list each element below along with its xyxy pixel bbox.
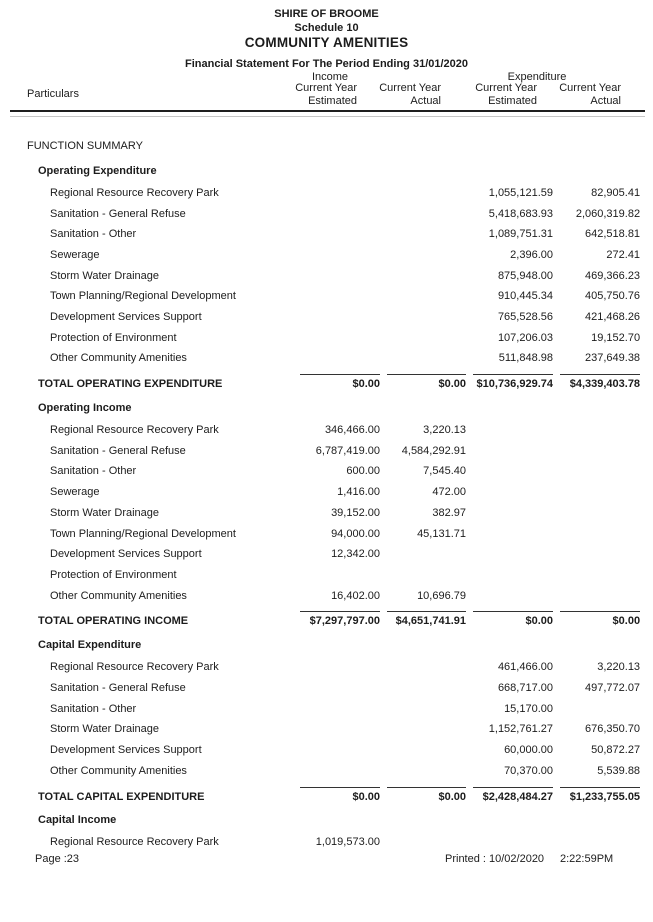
- total-value: $0.00: [387, 374, 466, 390]
- expenditure-actual-value: [553, 565, 640, 586]
- expenditure-actual-header: [529, 82, 621, 107]
- expenditure-actual-value: [553, 524, 640, 545]
- row-label: Development Services Support: [50, 311, 202, 324]
- total-value: $10,736,929.74: [473, 374, 553, 390]
- expenditure-group-header: Expenditure: [507, 71, 567, 83]
- income-estimated-value: 1,416.00: [337, 486, 380, 499]
- income-estimated-value: 16,402.00: [331, 589, 380, 602]
- expenditure-estimated-total: [466, 369, 553, 396]
- expenditure-estimated-value: [466, 462, 553, 483]
- income-estimated-value: [293, 699, 380, 720]
- income-actual-value: 382.97: [432, 506, 466, 519]
- expenditure-estimated-total: [466, 782, 553, 809]
- expenditure-estimated-value: 1,055,121.59: [488, 186, 553, 199]
- expenditure-actual-value: [553, 586, 640, 607]
- table-row: [27, 420, 640, 441]
- row-label: Protection of Environment: [50, 331, 177, 344]
- column-header-line: Actual: [590, 94, 621, 107]
- expenditure-actual-value: 50,872.27: [591, 744, 641, 757]
- expenditure-actual-value: 272.41: [606, 248, 641, 261]
- footer-printed-time: 2:22:59PM: [560, 853, 614, 865]
- income-actual-value: [380, 761, 466, 782]
- expenditure-actual-value: 405,750.76: [585, 290, 641, 303]
- report-title: COMMUNITY AMENITIES: [244, 35, 409, 50]
- total-value: $4,651,741.91: [387, 611, 466, 627]
- schedule-label: Schedule 10: [294, 22, 359, 34]
- income-estimated-value: [293, 761, 380, 782]
- row-label: Town Planning/Regional Development: [50, 290, 236, 303]
- total-value: $0.00: [473, 611, 553, 627]
- expenditure-estimated-header: [445, 82, 537, 107]
- income-estimated-value: [293, 245, 380, 266]
- row-label: Sanitation - General Refuse: [50, 681, 186, 694]
- table-row: [27, 482, 640, 503]
- table-row: [27, 761, 640, 782]
- section-heading: Capital Income: [38, 814, 117, 826]
- income-actual-value: 45,131.71: [417, 527, 466, 540]
- income-actual-value: [380, 266, 466, 287]
- table-row: [27, 524, 640, 545]
- expenditure-actual-value: 237,649.38: [585, 352, 641, 365]
- income-estimated-value: 39,152.00: [331, 506, 380, 519]
- section-heading: Capital Expenditure: [38, 638, 142, 651]
- income-actual-value: [380, 307, 466, 328]
- income-estimated-value: [293, 204, 380, 225]
- expenditure-actual-value: [553, 833, 640, 854]
- report-header: [0, 0, 653, 117]
- total-value: $0.00: [300, 374, 380, 390]
- table-row: [27, 586, 640, 607]
- expenditure-actual-value: 2,060,319.82: [575, 207, 641, 220]
- total-value: $0.00: [560, 611, 640, 627]
- expenditure-actual-value: 469,366.23: [585, 269, 641, 282]
- income-actual-value: [380, 657, 466, 678]
- expenditure-estimated-value: 875,948.00: [497, 269, 553, 282]
- expenditure-actual-value: 82,905.41: [591, 186, 641, 199]
- income-actual-value: [380, 328, 466, 349]
- table-row: [27, 503, 640, 524]
- column-header-line: Current Year: [295, 82, 357, 94]
- income-actual-value: 10,696.79: [417, 589, 466, 602]
- expenditure-actual-value: 19,152.70: [591, 331, 641, 344]
- row-label: Regional Resource Recovery Park: [50, 661, 219, 674]
- table-row: [27, 286, 640, 307]
- total-value: $1,233,755.05: [560, 787, 640, 803]
- expenditure-actual-value: [553, 503, 640, 524]
- expenditure-estimated-value: 461,466.00: [497, 661, 553, 674]
- row-label: Development Services Support: [50, 548, 202, 561]
- table-row: [27, 833, 640, 854]
- header-rule-thin: [10, 116, 645, 117]
- row-label: Sanitation - Other: [50, 228, 137, 241]
- income-estimated-header: [265, 82, 357, 107]
- income-actual-total: [380, 369, 466, 396]
- income-estimated-value: 600.00: [346, 465, 380, 478]
- row-label: Development Services Support: [50, 744, 202, 757]
- total-value: $0.00: [387, 787, 466, 803]
- income-actual-value: 472.00: [432, 486, 466, 499]
- table-row: [27, 349, 640, 370]
- footer-printed-date: 10/02/2020: [489, 853, 545, 865]
- income-actual-value: [380, 740, 466, 761]
- total-row: [27, 369, 640, 396]
- income-actual-value: [380, 286, 466, 307]
- income-actual-value: [380, 245, 466, 266]
- income-actual-total: [380, 606, 466, 633]
- table-row: [27, 307, 640, 328]
- table-row: [27, 678, 640, 699]
- section-heading-row: [27, 396, 640, 420]
- expenditure-estimated-value: [466, 420, 553, 441]
- expenditure-estimated-value: 60,000.00: [504, 744, 553, 757]
- income-actual-value: 3,220.13: [423, 424, 466, 437]
- income-estimated-total: [293, 782, 380, 809]
- income-estimated-value: [293, 307, 380, 328]
- row-label: Regional Resource Recovery Park: [50, 424, 219, 437]
- expenditure-estimated-value: [466, 544, 553, 565]
- column-header-line: Current Year: [559, 82, 621, 94]
- row-label: Sewerage: [50, 486, 100, 499]
- total-label: TOTAL OPERATING EXPENDITURE: [38, 378, 223, 391]
- expenditure-actual-value: [553, 699, 640, 720]
- report-subtitle: Financial Statement For The Period Ending 31/01/2020: [184, 58, 469, 70]
- table-row: [27, 204, 640, 225]
- income-estimated-value: [293, 565, 380, 586]
- income-estimated-value: [293, 657, 380, 678]
- income-actual-value: [380, 349, 466, 370]
- total-value: $2,428,484.27: [473, 787, 553, 803]
- income-estimated-value: 346,466.00: [324, 424, 380, 437]
- column-header-line: Actual: [410, 94, 441, 107]
- income-estimated-value: [293, 349, 380, 370]
- row-label: Town Planning/Regional Development: [50, 527, 236, 540]
- income-estimated-total: [293, 606, 380, 633]
- row-label: Storm Water Drainage: [50, 269, 160, 282]
- income-estimated-total: [293, 369, 380, 396]
- expenditure-estimated-value: 5,418,683.93: [488, 207, 553, 220]
- expenditure-estimated-value: 511,848.98: [498, 352, 553, 365]
- income-actual-value: [380, 224, 466, 245]
- total-label: TOTAL CAPITAL EXPENDITURE: [38, 790, 205, 803]
- row-label: Other Community Amenities: [50, 352, 187, 365]
- total-row: [27, 606, 640, 633]
- income-estimated-value: [293, 740, 380, 761]
- income-actual-value: [380, 544, 466, 565]
- expenditure-actual-total: [553, 782, 640, 809]
- income-estimated-value: [293, 266, 380, 287]
- expenditure-estimated-value: 15,170.00: [504, 702, 553, 715]
- income-actual-value: 7,545.40: [423, 465, 466, 478]
- expenditure-actual-value: 676,350.70: [585, 723, 641, 736]
- income-actual-total: [380, 782, 466, 809]
- income-actual-value: [380, 678, 466, 699]
- income-group-header: Income: [311, 71, 349, 83]
- expenditure-estimated-total: [466, 606, 553, 633]
- income-actual-value: [380, 204, 466, 225]
- column-header-line: Current Year: [475, 82, 537, 94]
- expenditure-estimated-value: 765,528.56: [497, 311, 553, 324]
- expenditure-actual-value: 642,518.81: [585, 228, 641, 241]
- total-value: $0.00: [300, 787, 380, 803]
- footer-printed-label: Printed :: [445, 853, 486, 865]
- section-heading: Operating Expenditure: [38, 164, 157, 177]
- expenditure-actual-value: 3,220.13: [597, 661, 641, 674]
- income-estimated-value: [293, 678, 380, 699]
- expenditure-actual-value: [553, 482, 640, 503]
- income-estimated-value: [293, 286, 380, 307]
- expenditure-actual-value: [553, 420, 640, 441]
- column-header-line: Current Year: [379, 82, 441, 94]
- income-actual-value: [380, 183, 466, 204]
- total-label: TOTAL OPERATING INCOME: [38, 615, 189, 628]
- table-row: [27, 719, 640, 740]
- column-header-line: Estimated: [308, 94, 357, 107]
- org-name: SHIRE OF BROOME: [274, 8, 379, 20]
- income-estimated-value: 1,019,573.00: [315, 836, 380, 849]
- row-label: Regional Resource Recovery Park: [50, 186, 219, 199]
- income-estimated-value: [293, 719, 380, 740]
- expenditure-actual-value: [553, 462, 640, 483]
- section-heading-row: [27, 809, 640, 833]
- row-label: Sanitation - General Refuse: [50, 207, 186, 220]
- income-estimated-value: [293, 224, 380, 245]
- expenditure-estimated-value: 1,089,751.31: [488, 228, 553, 241]
- expenditure-estimated-value: 668,717.00: [497, 681, 553, 694]
- row-label: Sanitation - Other: [50, 465, 137, 478]
- footer-page-number: Page :23: [35, 853, 80, 865]
- section-heading-row: [27, 159, 640, 183]
- expenditure-estimated-value: 1,152,761.27: [488, 723, 553, 736]
- income-actual-value: 4,584,292.91: [401, 444, 466, 457]
- expenditure-estimated-value: [466, 586, 553, 607]
- income-actual-value: [380, 699, 466, 720]
- row-label: Storm Water Drainage: [50, 723, 160, 736]
- table-row: [27, 328, 640, 349]
- expenditure-estimated-value: 107,206.03: [497, 331, 553, 344]
- expenditure-estimated-value: [466, 565, 553, 586]
- expenditure-estimated-value: [466, 441, 553, 462]
- total-value: $4,339,403.78: [560, 374, 640, 390]
- income-actual-value: [380, 565, 466, 586]
- expenditure-estimated-value: [466, 503, 553, 524]
- table-row: [27, 245, 640, 266]
- financial-statement-table: [27, 117, 640, 853]
- particulars-header: Particulars: [27, 88, 79, 100]
- row-label: Regional Resource Recovery Park: [50, 836, 219, 849]
- header-rule-thick: [10, 110, 645, 112]
- income-estimated-value: [293, 328, 380, 349]
- expenditure-estimated-value: [466, 482, 553, 503]
- expenditure-actual-value: 497,772.07: [585, 681, 641, 694]
- expenditure-estimated-value: 70,370.00: [504, 764, 553, 777]
- table-row: [27, 699, 640, 720]
- expenditure-estimated-value: [466, 833, 553, 854]
- total-row: [27, 782, 640, 809]
- expenditure-actual-value: 5,539.88: [597, 764, 641, 777]
- expenditure-actual-value: [553, 544, 640, 565]
- expenditure-estimated-value: [466, 524, 553, 545]
- table-row: [27, 657, 640, 678]
- expenditure-actual-total: [553, 606, 640, 633]
- expenditure-estimated-value: 2,396.00: [510, 248, 553, 261]
- table-row: [27, 224, 640, 245]
- function-summary-heading: FUNCTION SUMMARY: [27, 140, 143, 152]
- table-row: [27, 565, 640, 586]
- row-label: Protection of Environment: [50, 568, 177, 581]
- expenditure-actual-value: 421,468.26: [585, 311, 641, 324]
- income-actual-header: [349, 82, 441, 107]
- income-estimated-value: 6,787,419.00: [315, 444, 380, 457]
- row-label: Sewerage: [50, 248, 100, 261]
- income-estimated-value: 94,000.00: [331, 527, 380, 540]
- expenditure-estimated-value: 910,445.34: [497, 290, 553, 303]
- row-label: Other Community Amenities: [50, 589, 187, 602]
- income-estimated-value: 12,342.00: [331, 548, 380, 561]
- row-label: Storm Water Drainage: [50, 506, 160, 519]
- table-row: [27, 183, 640, 204]
- table-row: [27, 740, 640, 761]
- section-heading-row: [27, 633, 640, 657]
- expenditure-actual-value: [553, 441, 640, 462]
- table-row: [27, 462, 640, 483]
- income-estimated-value: [293, 183, 380, 204]
- table-row: [27, 544, 640, 565]
- row-label: Sanitation - Other: [50, 702, 137, 715]
- function-summary-row: [27, 117, 640, 159]
- total-value: $7,297,797.00: [300, 611, 380, 627]
- table-row: [27, 441, 640, 462]
- income-actual-value: [380, 833, 466, 854]
- income-actual-value: [380, 719, 466, 740]
- row-label: Sanitation - General Refuse: [50, 444, 186, 457]
- row-label: Other Community Amenities: [50, 764, 187, 777]
- expenditure-actual-total: [553, 369, 640, 396]
- section-heading: Operating Income: [38, 401, 132, 414]
- table-row: [27, 266, 640, 287]
- column-header-line: Estimated: [488, 94, 537, 107]
